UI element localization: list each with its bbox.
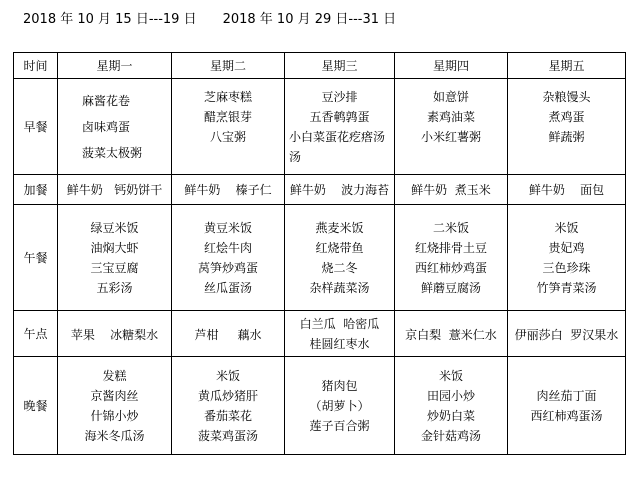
dish: 竹笋青菜汤 — [536, 280, 597, 295]
menu-cell — [58, 311, 172, 357]
dish: （胡萝卜） — [309, 398, 370, 413]
meal-label: 早餐 — [14, 79, 58, 175]
dish: 芝麻枣糕 — [203, 89, 252, 104]
dish: 金针菇鸡汤 — [420, 428, 481, 443]
dish: 燕麦米饭 — [315, 220, 364, 235]
dish: 麻酱花卷 — [82, 93, 131, 108]
dish: 伊丽莎白 罗汉果水 — [514, 327, 619, 342]
dish: 小米红薯粥 — [420, 129, 481, 144]
menu-cell — [172, 79, 285, 175]
meal-row-afternoon-snack — [14, 311, 626, 357]
menu-cell — [285, 311, 395, 357]
menu-cell — [172, 175, 285, 205]
meal-label: 晚餐 — [14, 357, 58, 455]
menu-cell — [395, 311, 508, 357]
dish: 醋烹银芽 — [203, 109, 252, 124]
menu-table — [13, 52, 626, 455]
dish: 丝瓜蛋汤 — [203, 280, 252, 295]
date-header — [23, 8, 422, 27]
dish: 海米冬瓜汤 — [84, 428, 145, 443]
dish: 二米饭 — [432, 220, 469, 235]
dish: 米饭 — [215, 368, 240, 383]
dish: 鲜蘑豆腐汤 — [420, 280, 481, 295]
meal-label: 午点 — [14, 311, 58, 357]
dish: 黄瓜炒猪肝 — [197, 388, 258, 403]
meal-row-dinner — [14, 357, 626, 455]
date-range-2: 2018 年 10 月 29 日---31 日 — [222, 12, 397, 27]
dish: 小白菜蛋花疙瘩汤汤 — [289, 129, 386, 164]
dish: 田园小炒 — [426, 388, 475, 403]
dish: 卤味鸡蛋 — [82, 119, 131, 134]
dish: 红烩牛肉 — [203, 240, 252, 255]
dish: 京酱肉丝 — [90, 388, 139, 403]
dish: 京白梨 薏米仁水 — [405, 327, 497, 342]
dish: 五彩汤 — [96, 280, 133, 295]
dish: 炒奶白菜 — [426, 408, 475, 423]
dish: 黄豆米饭 — [203, 220, 252, 235]
dish: 发糕 — [102, 368, 127, 383]
dish: 五香鹌鹑蛋 — [309, 109, 370, 124]
dish: 红烧排骨土豆 — [414, 240, 487, 255]
dish: 三色珍珠 — [542, 260, 591, 275]
dish: 红烧带鱼 — [315, 240, 364, 255]
dish: 桂圆红枣水 — [309, 336, 370, 351]
corner-cell: 时间 — [14, 53, 58, 79]
dish: 莴笋炒鸡蛋 — [197, 260, 258, 275]
dish: 鲜牛奶 波力海苔 — [289, 182, 390, 197]
menu-cell — [395, 79, 508, 175]
dish: 什锦小炒 — [90, 408, 139, 423]
dish: 芦柑 藕水 — [194, 327, 262, 342]
dish: 鲜蔬粥 — [548, 129, 585, 144]
dish: 米饭 — [554, 220, 579, 235]
dish: 杂粮馒头 — [542, 89, 591, 104]
meal-row-lunch — [14, 205, 626, 311]
menu-cell — [58, 175, 172, 205]
meal-label: 加餐 — [14, 175, 58, 205]
dish: 绿豆米饭 — [90, 220, 139, 235]
menu-cell — [172, 357, 285, 455]
dish: 素鸡油菜 — [426, 109, 475, 124]
menu-cell — [172, 311, 285, 357]
day-header: 星期二 — [172, 53, 285, 79]
meal-row-breakfast — [14, 79, 626, 175]
menu-cell — [58, 357, 172, 455]
dish: 番茄菜花 — [203, 408, 252, 423]
header-row — [14, 53, 626, 79]
menu-cell — [508, 79, 626, 175]
day-header: 星期三 — [285, 53, 395, 79]
menu-cell — [508, 357, 626, 455]
dish: 油焖大虾 — [90, 240, 139, 255]
menu-cell — [285, 357, 395, 455]
menu-cell — [395, 205, 508, 311]
dish: 如意饼 — [432, 89, 469, 104]
menu-cell — [508, 311, 626, 357]
dish: 西红柿炒鸡蛋 — [414, 260, 487, 275]
dish: 豆沙排 — [321, 89, 358, 104]
dish: 莲子百合粥 — [309, 418, 370, 433]
day-header: 星期一 — [58, 53, 172, 79]
menu-cell — [285, 175, 395, 205]
day-header: 星期五 — [508, 53, 626, 79]
dish: 贵妃鸡 — [548, 240, 585, 255]
menu-cell — [395, 175, 508, 205]
dish: 八宝粥 — [209, 129, 246, 144]
menu-cell — [508, 205, 626, 311]
dish: 烧二冬 — [321, 260, 358, 275]
dish: 西红柿鸡蛋汤 — [530, 408, 603, 423]
menu-cell — [285, 79, 395, 175]
menu-cell — [395, 357, 508, 455]
dish: 鲜牛奶 煮玉米 — [411, 182, 491, 197]
dish: 猪肉包 — [321, 378, 358, 393]
dish: 三宝豆腐 — [90, 260, 139, 275]
menu-cell — [508, 175, 626, 205]
day-header: 星期四 — [395, 53, 508, 79]
dish: 鲜牛奶 面包 — [528, 182, 605, 197]
dish: 米饭 — [438, 368, 463, 383]
dish: 煮鸡蛋 — [548, 109, 585, 124]
meal-row-snack — [14, 175, 626, 205]
meal-label: 午餐 — [14, 205, 58, 311]
dish: 鲜牛奶 钙奶饼干 — [66, 182, 163, 197]
menu-cell — [172, 205, 285, 311]
menu-cell — [285, 205, 395, 311]
menu-cell — [58, 79, 172, 175]
dish: 菠菜鸡蛋汤 — [197, 428, 258, 443]
dish: 菠菜太极粥 — [82, 145, 143, 160]
date-range-1: 2018 年 10 月 15 日---19 日 — [23, 12, 197, 27]
menu-cell — [58, 205, 172, 311]
dish: 肉丝茄丁面 — [536, 388, 597, 403]
dish: 鲜牛奶 榛子仁 — [184, 182, 272, 197]
dish: 杂样蔬菜汤 — [309, 280, 370, 295]
dish: 白兰瓜 哈密瓜 — [299, 316, 380, 331]
dish: 苹果 冰糖梨水 — [70, 327, 159, 342]
